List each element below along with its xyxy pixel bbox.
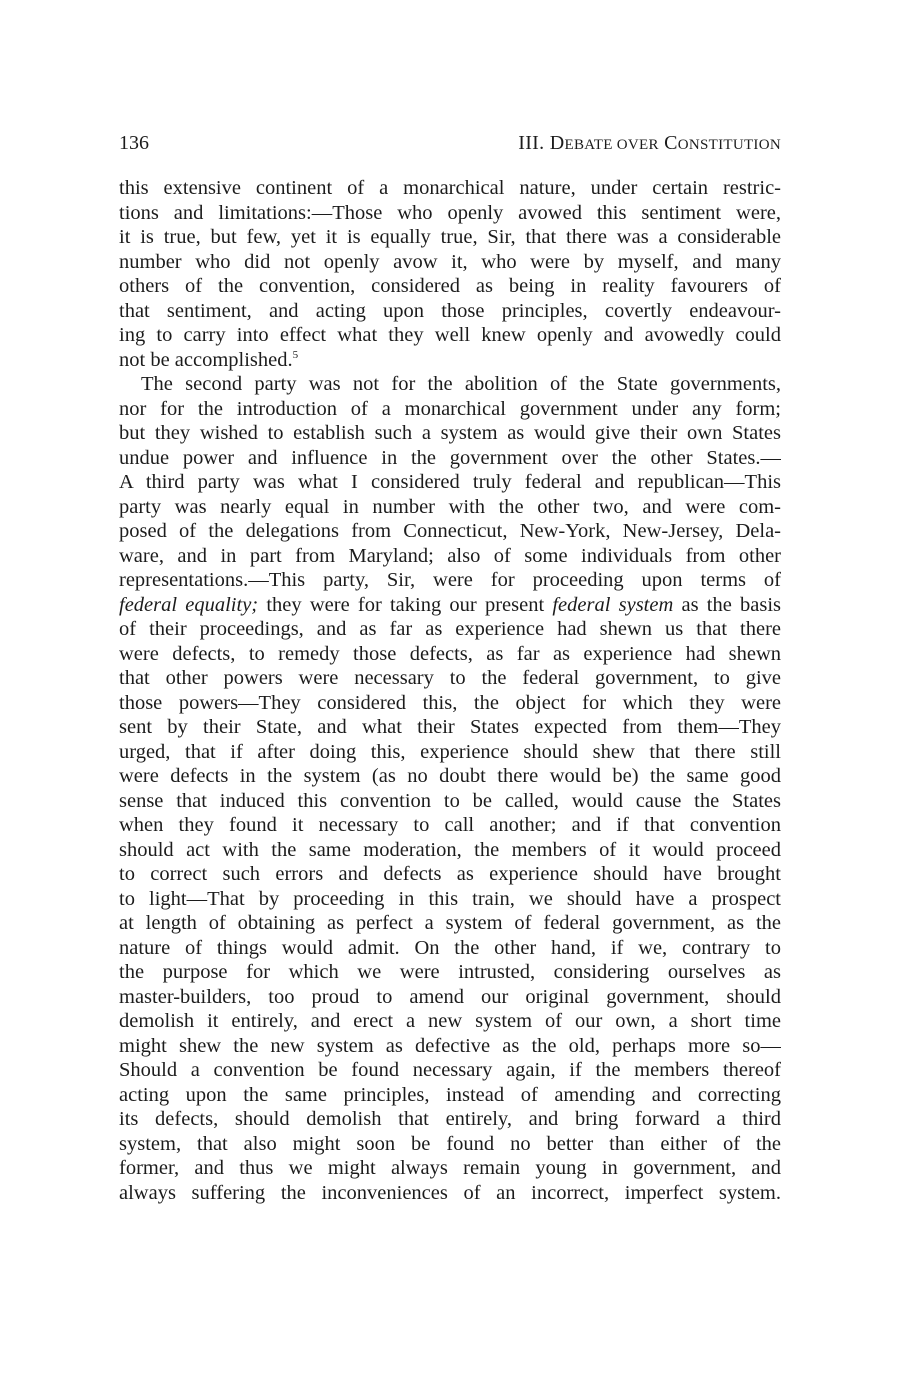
text-line: sense that induced this convention to be called, would cause the States — [119, 789, 781, 812]
text-line: not be accomplished.$^5$ — [119, 348, 299, 371]
text-line: it is true, but few, yet it is equally true, Sir, that there was a considerable — [119, 226, 781, 248]
body-text — [119, 176, 781, 1205]
page-header — [119, 128, 781, 158]
running-head: III. DEBATE OVER CONSTITUTION — [518, 132, 781, 154]
text-line: to correct such errors and defects as experience should have brought — [119, 863, 781, 885]
text-line: tions and limitations:—Those who openly avowed this sentiment were, — [119, 201, 781, 224]
text-line: might shew the new system as defective as the old, perhaps more so— — [119, 1034, 781, 1057]
text-line: the purpose for which we were intrusted, considering ourselves as — [119, 961, 781, 983]
text-line: its defects, should demolish that entirely, and bring forward a third — [119, 1108, 781, 1130]
text-line: others of the convention, considered as being in reality favourers of — [119, 275, 781, 297]
text-line: that sentiment, and acting upon those principles, covertly endeavour- — [119, 299, 781, 322]
text-line: sent by their State, and what their States expected from them—They — [119, 716, 781, 738]
text-line: should act with the same moderation, the members of it would proceed — [119, 838, 781, 861]
text-line: number who did not openly avow it, who were by myself, and many — [119, 250, 781, 273]
text-line: master-builders, too proud to amend our original government, should — [119, 985, 781, 1008]
text-line: nor for the introduction of a monarchical government under any form; — [119, 397, 781, 420]
text-line: when they found it necessary to call another; and if that convention — [119, 814, 781, 836]
text-line: but they wished to establish such a system as would give their own States — [119, 422, 781, 444]
text-line: acting upon the same principles, instead of amending and correcting — [119, 1083, 781, 1106]
text-line: always suffering the inconveniences of an incorrect, imperfect system. — [119, 1181, 781, 1204]
text-line: to light—That by proceeding in this train, we should have a prospect — [119, 887, 781, 910]
text-line: this extensive continent of a monarchical nature, under certain restric- — [119, 177, 781, 199]
footnote-ref: 5 — [292, 348, 299, 361]
text-line: former, and thus we might always remain young in government, and — [119, 1157, 781, 1179]
text-line: urged, that if after doing this, experience should shew that there still — [119, 740, 781, 763]
text-line: undue power and influence in the government over the other States.— — [119, 446, 781, 469]
text-line: A third party was what I considered truly federal and republican—This — [119, 471, 781, 493]
text-line: ware, and in part from Maryland; also of some individuals from other — [119, 544, 781, 567]
text-line: posed of the delegations from Connecticut, New-York, New-Jersey, Dela- — [119, 520, 781, 542]
text-line: system, that also might soon be found no better than either of the — [119, 1132, 781, 1155]
text-line: demolish it entirely, and erect a new system of our own, a short time — [119, 1010, 781, 1032]
text-line: The second party was not for the abolition of the State governments, — [141, 373, 781, 395]
page-number: 136 — [119, 132, 149, 154]
text-line: were defects in the system (as no doubt there would be) the same good — [119, 765, 781, 787]
text-line: Should a convention be found necessary again, if the members thereof — [119, 1059, 781, 1081]
text-line: at length of obtaining as perfect a system of federal government, as the — [119, 912, 781, 934]
text-line: of their proceedings, and as far as experience had shewn us that there — [119, 618, 781, 640]
text-line: that other powers were necessary to the federal government, to give — [119, 667, 781, 689]
text-line: representations.—This party, Sir, were for proceeding upon terms of — [119, 569, 781, 591]
text-line: party was nearly equal in number with the other two, and were com- — [119, 495, 781, 518]
text-line: were defects, to remedy those defects, as far as experience had shewn — [119, 642, 781, 665]
text-line: ing to carry into effect what they well knew openly and avowedly could — [119, 324, 781, 346]
text-line: those powers—They considered this, the object for which they were — [119, 691, 781, 714]
text-line: nature of things would admit. On the other hand, if we, contrary to — [119, 936, 781, 959]
italic-phrase: federal system — [552, 593, 674, 616]
italic-phrase: federal equality; — [119, 593, 259, 616]
text-line: federal equality; they were for taking our present federal system as the basis — [119, 593, 781, 616]
